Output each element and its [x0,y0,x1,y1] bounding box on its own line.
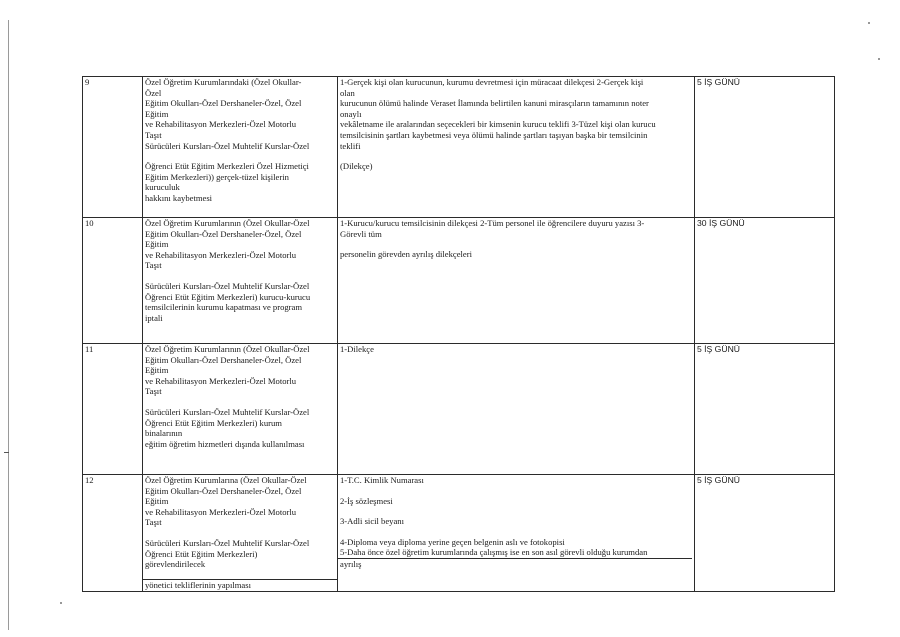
required-documents-cell [338,77,695,218]
row-number: 12 [83,475,143,592]
document-line: (Dilekçe) [340,161,373,172]
service-name-line: Taşıt [145,386,162,397]
scan-speck [878,58,880,60]
scan-speck [60,602,62,604]
service-name-line: hakkını kaybetmesi [145,192,213,203]
service-name-line: Özel Öğretim Kurumlarının (Özel Okullar-Özel [145,218,310,228]
service-name-line: görevlendirilecek [145,559,206,570]
service-name-line: Taşıt [145,129,162,140]
document-line: Görevli tüm [340,228,382,239]
service-name-line: Eğitim [145,239,169,250]
service-name-line: Öğrenci Etüt Eğitim Merkezleri) [145,548,258,559]
row-number: 10 [83,218,143,344]
service-standards-table [82,76,835,592]
required-documents-cell [338,218,695,344]
required-documents-cell [338,344,695,475]
service-name-line: binalarının [145,428,183,439]
line-spacer [340,239,692,249]
service-name-line: ve Rehabilitasyon Merkezleri-Özel Motorlu [145,249,297,260]
service-name-line: Eğitim Okulları-Özel Dershaneler-Özel, Özel [145,228,302,239]
document-line: 4-Diploma veya diploma yerine geçen belgenin aslı ve fotokopisi [340,536,565,547]
document-line: 2-İş sözleşmesi [340,495,393,506]
document-line: vekâletname ile aralarından seçecekleri bir kimsenin kurucu teklifi 3-Tüzel kişi olan kurucu [340,119,656,130]
line-spacer [145,397,335,407]
service-name-line: Eğitim Okulları-Özel Dershaneler-Özel, Özel [145,354,302,365]
service-name-line: Öğrenci Etüt Eğitim Merkezleri Özel Hizmetiçi [145,161,309,172]
table-row [83,475,835,580]
service-name-line: ve Rehabilitasyon Merkezleri-Özel Motorlu [145,375,297,386]
service-name-cell [143,344,338,475]
service-name-line: ve Rehabilitasyon Merkezleri-Özel Motorlu [145,506,297,517]
completion-time: 5 İŞ GÜNÜ [695,344,835,475]
service-name-line: Eğitim Merkezleri)) gerçek-tüzel kişilerin [145,171,289,182]
service-name-line: iptali [145,312,163,323]
document-line: 1-T.C. Kimlik Numarası [340,475,424,485]
line-spacer [340,506,692,516]
table-row [83,77,835,218]
document-line: ayrılış [338,558,692,570]
completion-time: 30 İŞ GÜNÜ [695,218,835,344]
page-edge-tick [4,452,9,453]
service-name-line: Özel Öğretim Kurumlarının (Özel Okullar-Özel [145,344,310,354]
required-documents-cell [338,475,695,592]
row-number: 9 [83,77,143,218]
service-name-cell [143,475,338,580]
service-name-cell [143,218,338,344]
service-name-line: eğitim öğretim hizmetleri dışında kullanılması [145,438,305,449]
table-row [83,218,835,344]
service-name-line: Eğitim [145,496,169,507]
line-spacer [340,527,692,537]
line-spacer [145,271,335,281]
service-name-line: Taşıt [145,517,162,528]
document-line: 1-Kurucu/kurucu temsilcisinin dilekçesi 2-Tüm personel ile öğrencilere duyuru yazısı 3- [340,218,645,228]
service-name-line: Sürücüleri Kursları-Özel Muhtelif Kurslar-Özel [145,280,310,291]
document-line: 1-Gerçek kişi olan kurucunun, kurumu devretmesi için müracaat dilekçesi 2-Gerçek kişi [340,77,644,87]
service-name-line: Sürücüleri Kursları-Özel Muhtelif Kurslar-Özel [145,537,310,548]
document-line: olan [340,87,355,98]
service-name-line: kuruculuk [145,182,180,193]
table-row [83,344,835,475]
completion-time: 5 İŞ GÜNÜ [695,475,835,592]
service-name-line: Sürücüleri Kursları-Özel Muhtelif Kurslar-Özel [145,406,310,417]
service-name-continuation: yönetici tekliflerinin yapılması [143,580,338,592]
row-number: 11 [83,344,143,475]
completion-time: 5 İŞ GÜNÜ [695,77,835,218]
service-name-line: Öğrenci Etüt Eğitim Merkezleri) kurucu-kurucu [145,291,311,302]
service-name-line: Eğitim Okulları-Özel Dershaneler-Özel, Özel [145,98,302,109]
document-line: temsilcisinin şartları kaybetmesi veya ölümü halinde şartları taşıyan başka bir temsilcinin [340,129,648,140]
service-name-line: ve Rehabilitasyon Merkezleri-Özel Motorlu [145,119,297,130]
line-spacer [340,486,692,496]
document-line: kurucunun ölümü halinde Veraset İlamında belirtilen kanuni mirasçıların tamamının noter [340,98,649,109]
document-line: personelin görevden ayrılış dilekçeleri [340,249,472,260]
line-spacer [145,151,335,161]
document-line: 5-Daha önce özel öğretim kurumlarında çalışmış ise en son asıl görevli olduğu kurumdan [340,547,648,558]
line-spacer [340,151,692,161]
scan-speck [868,22,870,24]
document-line: onaylı [340,108,362,119]
service-name-line: Özel [145,87,162,98]
service-name-line: Eğitim [145,365,169,376]
page-edge-line [8,20,9,630]
service-name-line: Sürücüleri Kursları-Özel Muhtelif Kurslar-Özel [145,140,310,151]
service-name-cell [143,77,338,218]
service-name-line: Özel Öğretim Kurumlarındaki (Özel Okullar- [145,77,302,87]
service-name-line: Özel Öğretim Kurumlarına (Özel Okullar-Özel [145,475,307,485]
service-name-line: temsilcilerinin kurumu kapatması ve program [145,302,303,313]
document-line: teklifi [340,140,361,151]
service-name-line: Öğrenci Etüt Eğitim Merkezleri) kurum [145,417,282,428]
service-name-line: Eğitim Okulları-Özel Dershaneler-Özel, Özel [145,485,302,496]
line-spacer [145,528,335,538]
document-line: 3-Adli sicil beyanı [340,516,404,527]
document-line: 1-Dilekçe [340,344,374,354]
service-name-line: Eğitim [145,108,169,119]
service-name-line: Taşıt [145,260,162,271]
